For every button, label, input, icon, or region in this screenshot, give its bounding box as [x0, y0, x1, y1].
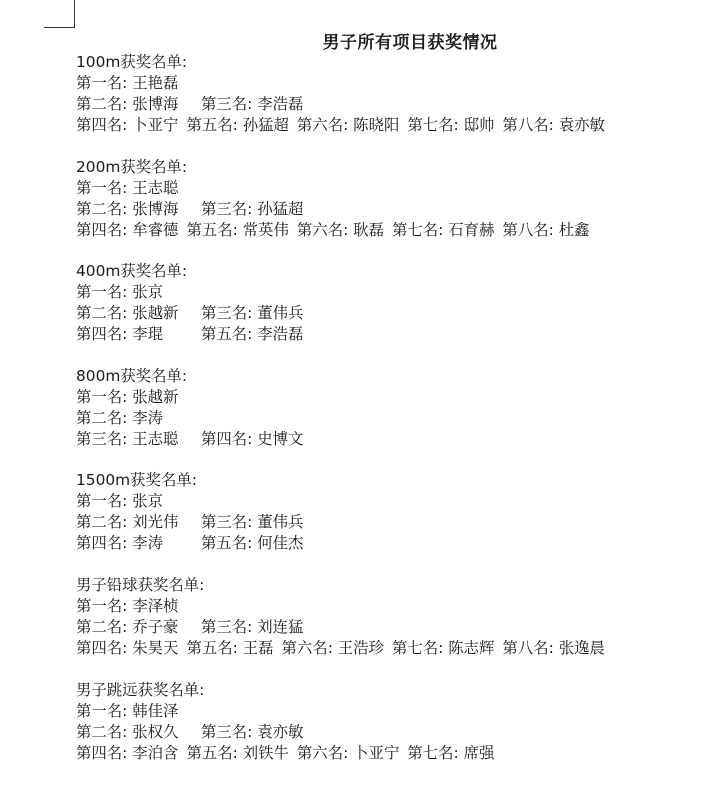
ranking-line: [76, 94, 712, 115]
place-label: 第四名:: [76, 534, 128, 553]
ranking-entry: [76, 387, 178, 408]
athlete-name: 袁亦敏: [558, 116, 605, 134]
place-label: 第二名:: [76, 304, 128, 323]
ranking-line: [76, 512, 712, 533]
place-label: 第四名:: [76, 638, 128, 657]
athlete-name: 王艳磊: [132, 74, 179, 92]
ranking-entry: [76, 408, 163, 429]
athlete-name: 袁亦敏: [257, 722, 304, 741]
ranking-entry: [407, 743, 494, 764]
athlete-name: 刘连猛: [257, 617, 304, 636]
athlete-name: 张逸晨: [558, 638, 605, 657]
athlete-name: 孙猛超: [242, 116, 289, 134]
athlete-name: 王磊: [242, 638, 274, 657]
place-label: 第五名:: [186, 743, 238, 762]
ranking-line: [76, 73, 712, 94]
ranking-entry: [76, 324, 193, 345]
athlete-name: 张京: [132, 283, 164, 302]
ranking-entry: [76, 701, 178, 722]
place-label: 第三名:: [201, 199, 253, 218]
place-label: 第二名:: [76, 95, 128, 113]
ranking-entry: [392, 638, 494, 659]
place-label: 第六名:: [296, 220, 349, 239]
ranking-entry: [502, 220, 589, 241]
athlete-name: 张越新: [132, 387, 179, 406]
page-corner-mark-vertical: [74, 0, 75, 27]
place-label: 第八名:: [502, 638, 554, 657]
ranking-entry: [407, 115, 494, 136]
athlete-name: 牟睿德: [132, 220, 179, 239]
place-label: 第一名:: [76, 596, 128, 615]
athlete-name: 张京: [132, 492, 164, 511]
athlete-name: 王志聪: [132, 429, 179, 448]
athlete-name: 何佳杰: [257, 534, 304, 553]
ranking-entry: [201, 324, 303, 345]
section-heading: 200m获奖名单:: [76, 157, 188, 176]
athlete-name: 董伟兵: [257, 513, 304, 532]
athlete-name: 陈志辉: [448, 638, 495, 657]
ranking-entry: [76, 220, 178, 241]
athlete-name: 杜鑫: [558, 220, 590, 239]
ranking-line: [76, 743, 712, 764]
ranking-entry: [282, 638, 384, 659]
athlete-name: 常英伟: [242, 220, 289, 239]
athlete-name: 石育赫: [448, 220, 495, 239]
section-heading: 男子铅球获奖名单:: [76, 575, 205, 594]
athlete-name: 李琨: [132, 325, 164, 344]
ranking-entry: [201, 512, 303, 533]
athlete-name: 卜亚宁: [132, 116, 179, 134]
ranking-line: [76, 324, 712, 345]
place-label: 第一名:: [76, 178, 128, 197]
place-label: 第一名:: [76, 74, 128, 92]
place-label: 第一名:: [76, 387, 128, 406]
athlete-name: 孙猛超: [257, 199, 304, 218]
ranking-entry: [502, 638, 604, 659]
ranking-line: [76, 387, 712, 408]
athlete-name: 刘铁牛: [242, 743, 289, 762]
athlete-name: 韩佳泽: [132, 701, 179, 720]
ranking-entry: [76, 722, 193, 743]
ranking-entry: [76, 282, 163, 303]
place-label: 第七名:: [407, 116, 459, 134]
ranking-entry: [201, 94, 303, 115]
athlete-name: 张博海: [132, 199, 179, 218]
place-label: 第五名:: [186, 638, 238, 657]
athlete-name: 李浩磊: [257, 325, 304, 344]
ranking-line: [76, 617, 712, 638]
ranking-entry: [76, 429, 193, 450]
ranking-line: [76, 533, 712, 554]
ranking-entry: [201, 533, 303, 554]
athlete-name: 耿磊: [353, 220, 384, 239]
ranking-entry: [76, 617, 193, 638]
ranking-line: [76, 220, 712, 241]
place-label: 第四名:: [76, 325, 128, 344]
ranking-entry: [76, 743, 178, 764]
place-label: 第六名:: [296, 116, 349, 134]
ranking-line: [76, 722, 712, 743]
ranking-line: [76, 701, 712, 722]
place-label: 第三名:: [201, 617, 253, 636]
section-heading: 800m获奖名单:: [76, 366, 188, 385]
ranking-line: [76, 408, 712, 429]
award-section: [76, 575, 712, 659]
athlete-name: 陈晓阳: [353, 116, 400, 134]
ranking-entry: [186, 115, 288, 136]
section-heading: 男子跳远获奖名单:: [76, 680, 205, 699]
place-label: 第七名:: [391, 638, 444, 657]
award-section: [76, 366, 712, 450]
ranking-entry: [76, 178, 178, 199]
athlete-name: 刘光伟: [132, 513, 179, 532]
ranking-entry: [76, 94, 193, 115]
athlete-name: 李浩磊: [257, 95, 304, 113]
athlete-name: 朱昊天: [132, 638, 179, 657]
ranking-line: [76, 303, 712, 324]
award-list-content: [76, 52, 712, 784]
athlete-name: 邸帅: [463, 116, 495, 134]
ranking-entry: [297, 220, 384, 241]
athlete-name: 卜亚宁: [353, 743, 400, 762]
athlete-name: 李涛: [132, 534, 164, 553]
athlete-name: 张权久: [132, 722, 179, 741]
athlete-name: 张越新: [132, 304, 179, 323]
section-heading: 1500m获奖名单:: [76, 471, 197, 490]
ranking-entry: [186, 220, 288, 241]
award-section: [76, 470, 712, 554]
section-heading: 400m获奖名单:: [76, 262, 188, 281]
ranking-entry: [392, 220, 494, 241]
ranking-entry: [76, 638, 178, 659]
place-label: 第三名:: [76, 429, 128, 448]
ranking-entry: [502, 115, 604, 136]
ranking-entry: [76, 199, 193, 220]
ranking-entry: [297, 115, 399, 136]
ranking-entry: [76, 115, 178, 136]
place-label: 第八名:: [502, 116, 554, 134]
ranking-line: [76, 282, 712, 303]
place-label: 第二名:: [76, 722, 128, 741]
place-label: 第二名:: [76, 408, 128, 427]
athlete-name: 李泊含: [132, 743, 179, 762]
section-heading: 100m获奖名单:: [76, 53, 188, 71]
place-label: 第八名:: [502, 220, 554, 239]
athlete-name: 席强: [463, 743, 495, 762]
ranking-entry: [76, 303, 193, 324]
ranking-entry: [76, 491, 163, 512]
place-label: 第五名:: [186, 220, 238, 239]
place-label: 第二名:: [76, 617, 128, 636]
place-label: 第一名:: [76, 492, 128, 511]
award-section: [76, 52, 712, 136]
athlete-name: 李涛: [132, 408, 164, 427]
place-label: 第五名:: [201, 534, 253, 553]
award-section: [76, 680, 712, 764]
place-label: 第一名:: [76, 283, 128, 302]
ranking-entry: [201, 429, 303, 450]
ranking-entry: [201, 617, 303, 638]
place-label: 第四名:: [76, 116, 128, 134]
ranking-entry: [201, 303, 303, 324]
ranking-line: [76, 491, 712, 512]
place-label: 第四名:: [76, 220, 128, 239]
ranking-entry: [76, 73, 178, 94]
place-label: 第六名:: [281, 638, 333, 657]
place-label: 第三名:: [201, 95, 253, 113]
athlete-name: 乔子豪: [132, 617, 179, 636]
ranking-line: [76, 199, 712, 220]
ranking-entry: [76, 596, 178, 617]
ranking-line: [76, 178, 712, 199]
ranking-entry: [297, 743, 399, 764]
place-label: 第四名:: [201, 429, 253, 448]
athlete-name: 史博文: [257, 429, 304, 448]
place-label: 第一名:: [76, 701, 128, 720]
ranking-entry: [76, 533, 193, 554]
ranking-entry: [76, 512, 193, 533]
ranking-line: [76, 596, 712, 617]
athlete-name: 张博海: [132, 95, 179, 113]
ranking-line: [76, 115, 712, 136]
place-label: 第二名:: [76, 199, 128, 218]
ranking-line: [76, 638, 712, 659]
place-label: 第二名:: [76, 513, 128, 532]
athlete-name: 李泽桢: [132, 596, 179, 615]
place-label: 第六名:: [296, 743, 349, 762]
place-label: 第三名:: [201, 513, 253, 532]
ranking-entry: [186, 638, 273, 659]
place-label: 第五名:: [201, 325, 253, 344]
page-title: 男子所有项目获奖情况: [322, 33, 498, 53]
place-label: 第七名:: [407, 743, 459, 762]
place-label: 第三名:: [201, 722, 253, 741]
ranking-entry: [186, 743, 288, 764]
award-section: [76, 157, 712, 241]
place-label: 第七名:: [391, 220, 444, 239]
athlete-name: 王志聪: [132, 178, 179, 197]
place-label: 第五名:: [186, 116, 238, 134]
athlete-name: 董伟兵: [257, 304, 304, 323]
ranking-entry: [201, 199, 303, 220]
ranking-line: [76, 429, 712, 450]
place-label: 第四名:: [76, 743, 128, 762]
athlete-name: 王浩珍: [337, 638, 384, 657]
place-label: 第三名:: [201, 304, 253, 323]
ranking-entry: [201, 722, 303, 743]
award-section: [76, 261, 712, 345]
